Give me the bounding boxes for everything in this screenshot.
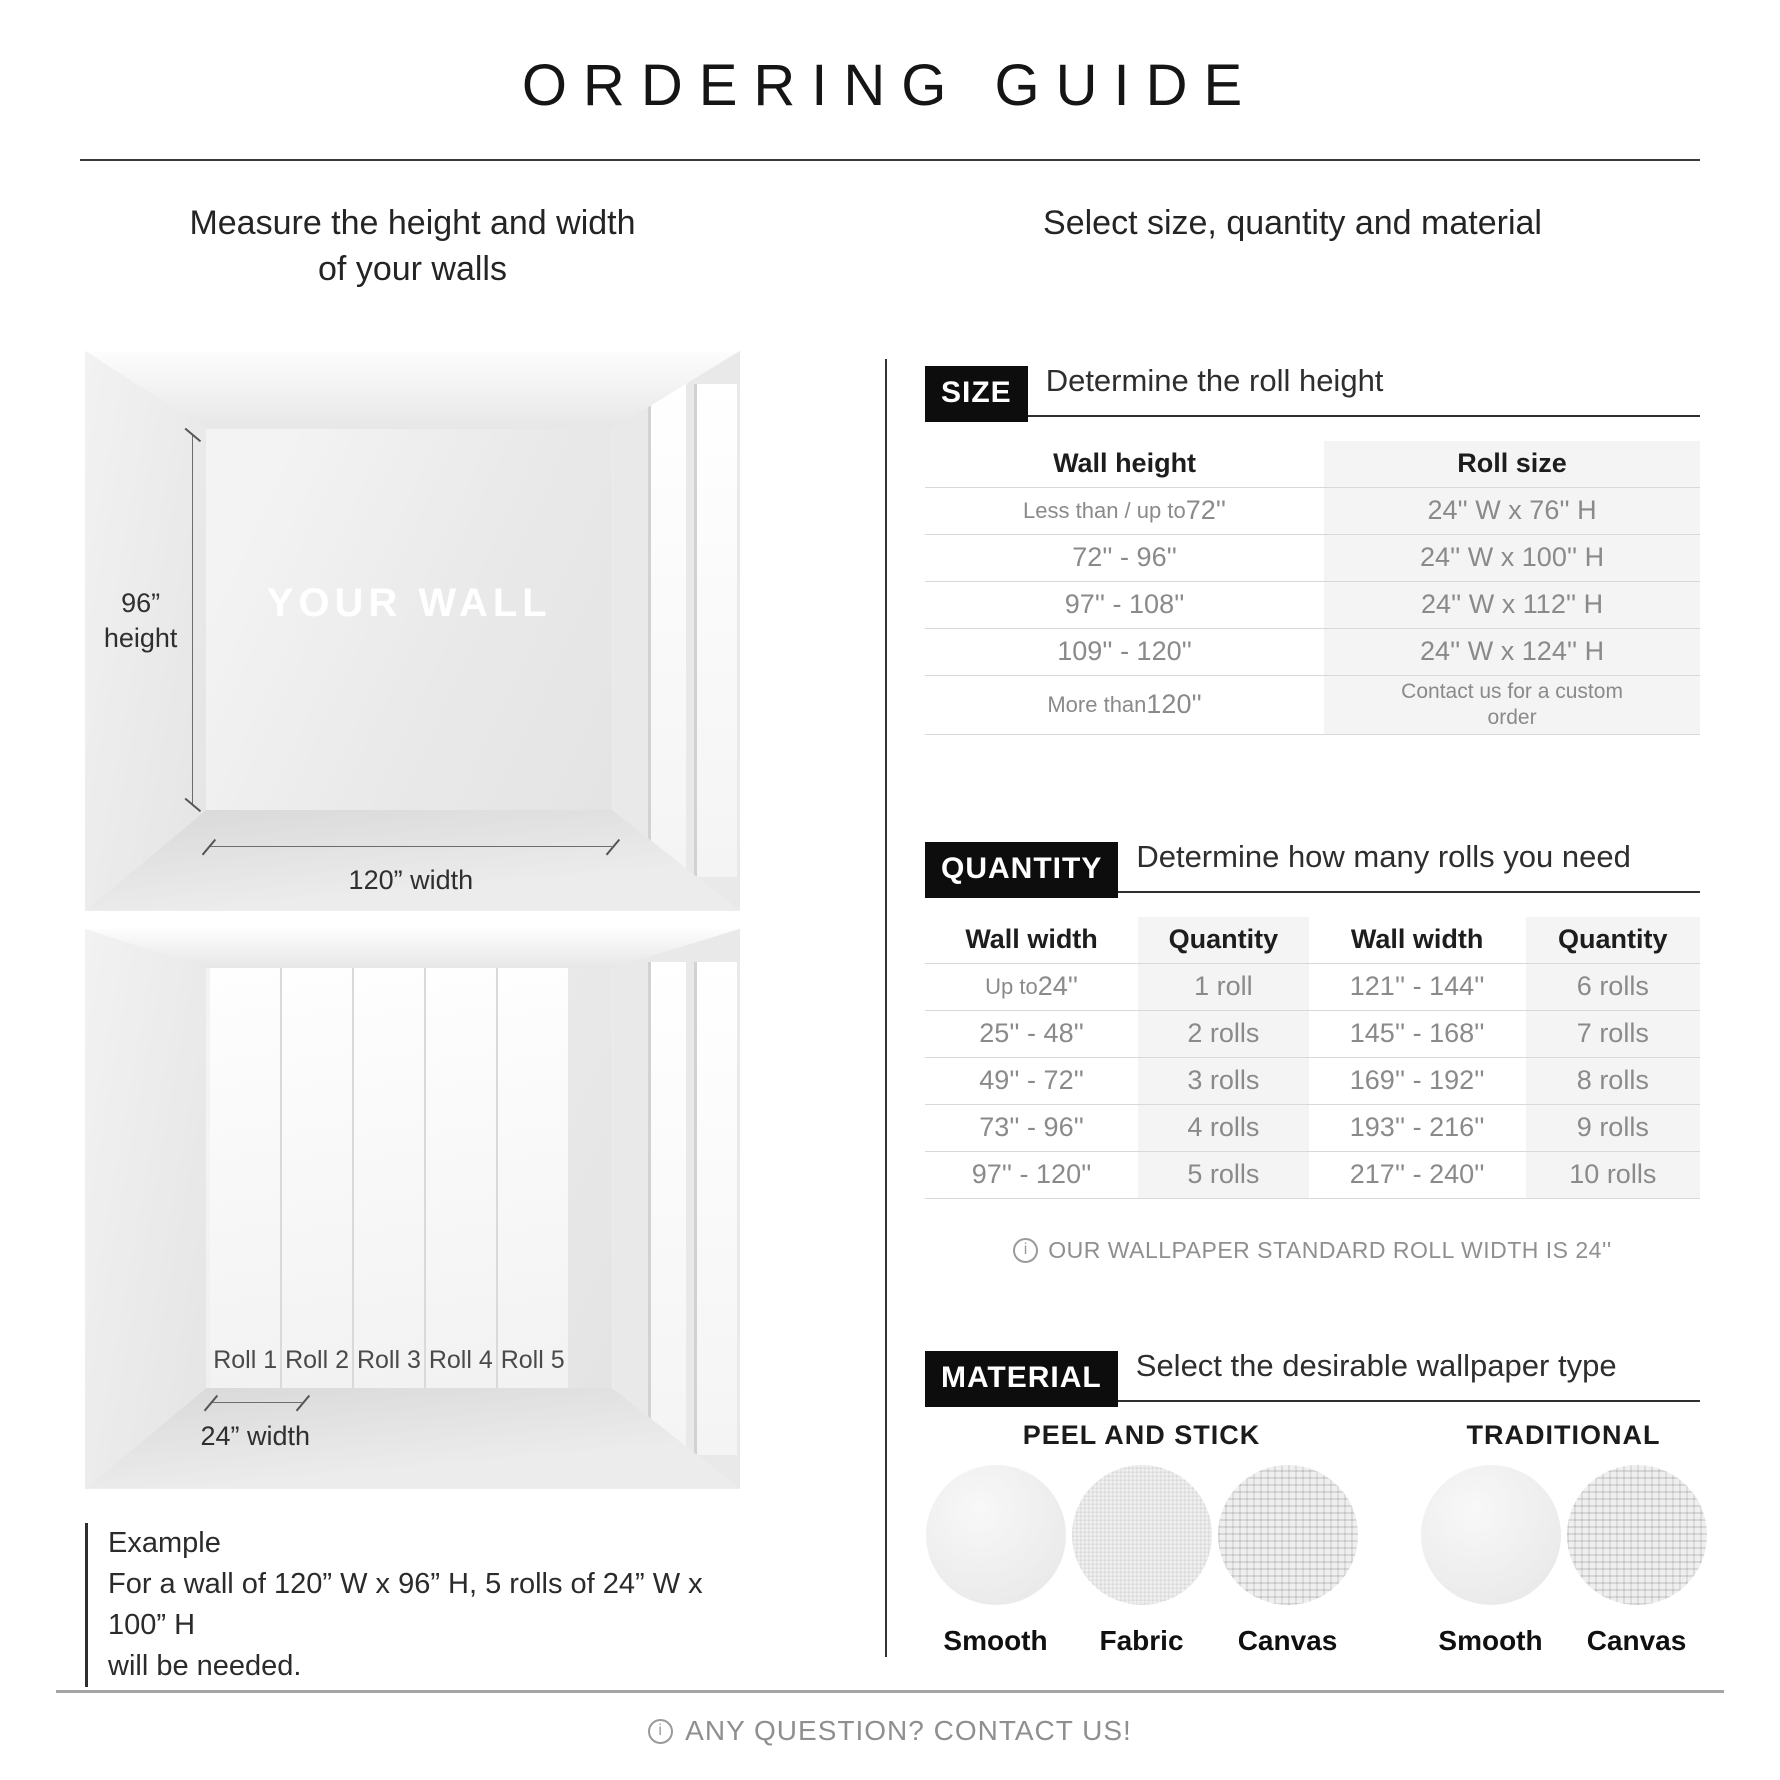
footer-divider [56, 1690, 1724, 1693]
smooth-texture-swatch [1421, 1465, 1561, 1605]
quantity-table-row: 97'' - 120'' 5 rolls 217'' - 240'' 10 rolls [925, 1151, 1700, 1199]
roll-label: Roll 2 [285, 1346, 349, 1375]
size-section [925, 359, 1700, 735]
group-title: PEEL AND STICK [1022, 1419, 1261, 1450]
roll-label: Roll 5 [500, 1346, 565, 1375]
roll-width-measure-line [211, 1402, 303, 1403]
contact-note: i ANY QUESTION? CONTACT US! [0, 1715, 1780, 1747]
example-line2: will be needed. [108, 1650, 302, 1683]
size-section-header [925, 359, 1700, 417]
canvas-texture-swatch [1567, 1465, 1707, 1605]
roll-panel [354, 968, 424, 1388]
window-pane [694, 384, 737, 877]
your-wall-label: YOUR WALL [266, 581, 552, 626]
room-illustration-rolls [85, 929, 740, 1489]
quantity-table-row: 49'' - 72'' 3 rolls 169'' - 192'' 8 rolls [925, 1057, 1700, 1104]
window-pane [648, 384, 686, 877]
material-groups [925, 1420, 1700, 1657]
measure-heading-line2: of your walls [318, 249, 507, 288]
swatch-smooth: Smooth [1420, 1465, 1561, 1657]
fabric-texture-swatch [1072, 1465, 1212, 1605]
swatch-smooth: Smooth [925, 1465, 1066, 1657]
width-measure-line [209, 846, 612, 847]
quantity-table-row: Up to 24'' 1 roll 121'' - 144'' 6 rolls [925, 963, 1700, 1010]
material-group-traditional [1420, 1420, 1707, 1657]
roll-panels [210, 968, 567, 1388]
window-pane [648, 962, 686, 1455]
quantity-table-row: 25'' - 48'' 2 rolls 145'' - 168'' 7 rolls [925, 1010, 1700, 1057]
select-heading: Select size, quantity and material [1043, 204, 1542, 242]
example-line1: For a wall of 120” W x 96” H, 5 rolls of 24” W x 100” H [108, 1567, 703, 1642]
group-title: TRADITIONAL [1466, 1419, 1661, 1450]
your-wall-surface [206, 429, 612, 810]
size-badge: SIZE [925, 366, 1028, 422]
height-measure-label: 96” height [103, 587, 178, 654]
roll-label: Roll 4 [428, 1346, 493, 1375]
roll-panel [210, 968, 280, 1388]
size-table-row: More than 120'' Contact us for a custom order [925, 675, 1700, 735]
swatch-fabric: Fabric [1071, 1465, 1212, 1657]
size-table-row: 97'' - 108'' 24'' W x 112'' H [925, 581, 1700, 628]
example-title: Example [108, 1526, 221, 1559]
size-table-header [925, 441, 1700, 487]
size-table-row: Less than / up to 72'' 24'' W x 76'' H [925, 487, 1700, 534]
measure-column [85, 201, 740, 1687]
material-badge: MATERIAL [925, 1351, 1118, 1407]
example-note [85, 1523, 740, 1688]
room-illustration-your-wall [85, 351, 740, 911]
footer [0, 1690, 1780, 1780]
size-section-title: Determine the roll height [1045, 362, 1384, 398]
measure-heading-line1: Measure the height and width [189, 204, 636, 242]
quantity-table-header: Wall width Quantity Wall width Quantity [925, 917, 1700, 963]
roll-label: Roll 1 [213, 1346, 278, 1375]
roll-width-note: i OUR WALLPAPER STANDARD ROLL WIDTH IS 24'' [925, 1237, 1700, 1264]
measure-heading [85, 201, 740, 293]
select-sections [885, 359, 1700, 1657]
swatch-canvas: Canvas [1217, 1465, 1358, 1657]
quantity-table-row: 73'' - 96'' 4 rolls 193'' - 216'' 9 rolls [925, 1104, 1700, 1151]
select-column [885, 201, 1700, 1687]
size-table-row: 109'' - 120'' 24'' W x 124'' H [925, 628, 1700, 675]
roll-panel [282, 968, 352, 1388]
size-table-row: 72'' - 96'' 24'' W x 100'' H [925, 534, 1700, 581]
quantity-section-header [925, 835, 1700, 893]
width-measure-label: 120” width [348, 865, 474, 896]
roll-width-measure-label: 24” width [200, 1420, 311, 1451]
material-section-header [925, 1344, 1700, 1402]
rolls-wall-surface [206, 968, 612, 1388]
quantity-badge: QUANTITY [925, 842, 1118, 898]
roll-panel [498, 968, 568, 1388]
roll-panel [426, 968, 496, 1388]
info-icon: i [648, 1719, 673, 1744]
window-pane [694, 962, 737, 1455]
page-title: ORDERING GUIDE [521, 53, 1259, 118]
material-section-title: Select the desirable wallpaper type [1135, 1347, 1617, 1383]
roll-label: Roll 3 [356, 1346, 421, 1375]
info-icon: i [1013, 1238, 1038, 1263]
quantity-section-title: Determine how many rolls you need [1136, 838, 1631, 874]
canvas-texture-swatch [1218, 1465, 1358, 1605]
material-group-peel-and-stick [925, 1420, 1358, 1657]
height-measure-line [192, 435, 193, 805]
quantity-table [925, 917, 1700, 1199]
smooth-texture-swatch [926, 1465, 1066, 1605]
size-table [925, 441, 1700, 735]
quantity-section [925, 835, 1700, 1264]
size-col-roll-size: Roll size [1324, 441, 1700, 487]
swatch-canvas: Canvas [1566, 1465, 1707, 1657]
main-content [0, 161, 1780, 1687]
size-col-wall-height: Wall height [1053, 448, 1197, 479]
material-section [925, 1344, 1700, 1657]
